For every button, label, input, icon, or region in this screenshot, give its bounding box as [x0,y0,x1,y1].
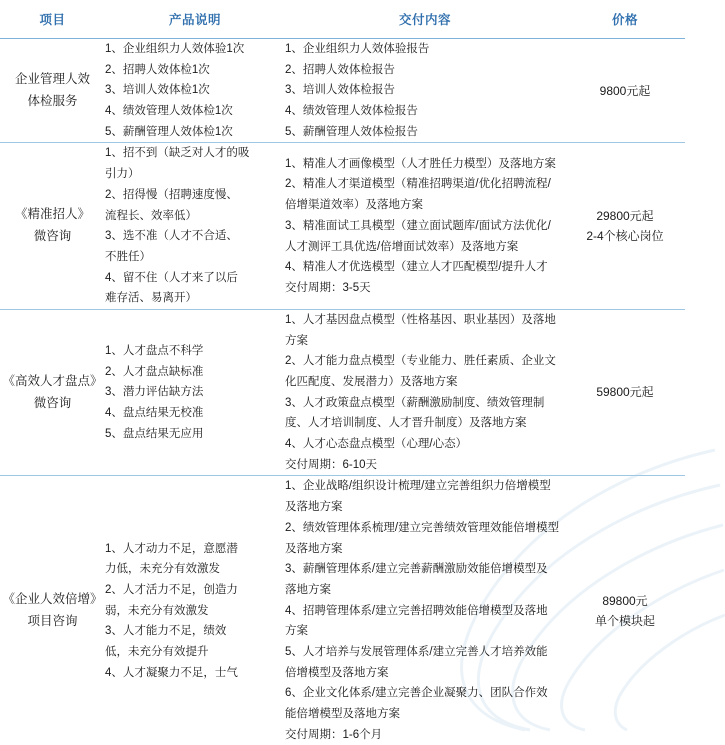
deliverable-line: 方案 [285,331,565,352]
description-line-group [105,143,285,309]
row-description [105,39,285,143]
deliverable-line: 4、招聘管理体系/建立完善招聘效能倍增模型及落地 [285,601,565,622]
price-sub: 单个模块起 [565,611,685,631]
table-body [0,39,685,745]
deliverable-line: 1、企业战略/组织设计梳理/建立完善组织力倍增模型 [285,476,565,497]
row-deliverables [285,39,565,143]
price-main: 9800元起 [565,81,685,101]
description-line: 3、选不准（人才不合适、 [105,226,285,247]
description-line: 难存活、易离开） [105,288,285,309]
description-line-group [105,539,285,684]
table-row [0,143,685,310]
deliverable-line: 3、培训人效体检报告 [285,80,565,101]
deliverable-line: 3、人才政策盘点模型（薪酬激励制度、绩效管理制 [285,393,565,414]
row-item-name [0,309,105,476]
item-line-group [0,204,105,248]
deliverable-line: 能倍增模型及落地方案 [285,704,565,725]
description-line-group [105,39,285,142]
column-header-item: 项目 [0,0,105,39]
description-line: 不胜任） [105,247,285,268]
table-row [0,476,685,745]
description-line: 低，未充分有效提升 [105,642,285,663]
row-price [565,309,685,476]
deliverable-line: 5、薪酬管理人效体检报告 [285,122,565,143]
description-line-group [105,341,285,444]
table-row [0,39,685,143]
deliverable-line: 4、绩效管理人效体检报告 [285,101,565,122]
deliverable-line: 4、人才心态盘点模型（心理/心态） [285,434,565,455]
description-line: 引力） [105,164,285,185]
deliverable-line: 倍增模型及落地方案 [285,663,565,684]
row-deliverables [285,143,565,310]
description-line: 5、薪酬管理人效体检1次 [105,122,285,143]
description-line: 1、人才盘点不科学 [105,341,285,362]
deliverable-line: 5、人才培养与发展管理体系/建立完善人才培养效能 [285,642,565,663]
deliverable-line: 3、精准面试工具模型（建立面试题库/面试方法优化/ [285,216,565,237]
item-line: 《企业人效倍增》 [0,589,105,611]
deliverable-line: 2、人才能力盘点模型（专业能力、胜任素质、企业文 [285,351,565,372]
deliverable-line: 化匹配度、发展潜力）及落地方案 [285,372,565,393]
deliverable-line: 2、绩效管理体系梳理/建立完善绩效管理效能倍增模型 [285,518,565,539]
description-line: 5、盘点结果无应用 [105,424,285,445]
deliverable-line: 1、企业组织力人效体验报告 [285,39,565,60]
description-line: 2、人才活力不足，创造力 [105,580,285,601]
description-line: 力低，未充分有效激发 [105,559,285,580]
deliverable-line: 2、招聘人效体检报告 [285,60,565,81]
column-header-deliverables: 交付内容 [285,0,565,39]
description-line: 弱，未充分有效激发 [105,601,285,622]
row-item-name [0,476,105,745]
column-header-description: 产品说明 [105,0,285,39]
deliverable-line: 1、精准人才画像模型（人才胜任力模型）及落地方案 [285,154,565,175]
row-description [105,309,285,476]
delivery-cycle: 交付周期：3-5天 [285,278,565,299]
description-line: 3、潜力评估缺方法 [105,382,285,403]
deliverable-line: 2、精准人才渠道模型（精准招聘渠道/优化招聘流程/ [285,174,565,195]
row-description [105,476,285,745]
row-deliverables [285,476,565,745]
deliverable-line: 及落地方案 [285,497,565,518]
deliverable-line: 4、精准人才优选模型（建立人才匹配模型/提升人才 [285,257,565,278]
price-main: 59800元起 [565,382,685,402]
row-price [565,476,685,745]
row-price [565,143,685,310]
deliverable-line: 3、薪酬管理体系/建立完善薪酬激励效能倍增模型及 [285,559,565,580]
row-item-name [0,39,105,143]
delivery-cycle: 交付周期：1-6个月 [285,725,565,745]
deliverable-line: 倍增渠道效率）及落地方案 [285,195,565,216]
row-price [565,39,685,143]
description-line: 1、企业组织力人效体验1次 [105,39,285,60]
description-line: 1、招不到（缺乏对人才的吸 [105,143,285,164]
description-line: 2、招聘人效体检1次 [105,60,285,81]
description-line: 1、人才动力不足，意愿潜 [105,539,285,560]
description-line: 2、人才盘点缺标准 [105,362,285,383]
deliverable-line: 人才测评工具优选/倍增面试效率）及落地方案 [285,237,565,258]
deliverable-line: 落地方案 [285,580,565,601]
deliverable-line: 方案 [285,621,565,642]
description-line: 2、招得慢（招聘速度慢、 [105,185,285,206]
table-header-row [0,0,685,39]
row-description [105,143,285,310]
item-line: 体检服务 [0,91,105,113]
item-line: 项目咨询 [0,611,105,633]
row-deliverables [285,309,565,476]
item-line: 企业管理人效 [0,69,105,91]
column-header-price: 价格 [565,0,685,39]
deliverable-line: 度、人才培训制度、人才晋升制度）及落地方案 [285,413,565,434]
description-line: 4、人才凝聚力不足，士气 [105,663,285,684]
deliverable-line: 6、企业文化体系/建立完善企业凝聚力、团队合作效 [285,683,565,704]
description-line: 4、盘点结果无校准 [105,403,285,424]
description-line: 流程长、效率低） [105,206,285,227]
price-sub: 2-4个核心岗位 [565,226,685,246]
item-line: 《高效人才盘点》 [0,371,105,393]
item-line-group [0,371,105,415]
deliverable-line-group [285,310,565,476]
description-line: 3、培训人效体检1次 [105,80,285,101]
row-item-name [0,143,105,310]
deliverable-line: 及落地方案 [285,539,565,560]
deliverable-line-group [285,154,565,299]
deliverable-line: 1、人才基因盘点模型（性格基因、职业基因）及落地 [285,310,565,331]
item-line: 微咨询 [0,226,105,248]
item-line: 《精准招人》 [0,204,105,226]
item-line-group [0,589,105,633]
description-line: 4、留不住（人才来了以后 [105,268,285,289]
table-row [0,309,685,476]
deliverable-line-group [285,39,565,142]
price-main: 89800元 [565,591,685,611]
delivery-cycle: 交付周期：6-10天 [285,455,565,476]
price-main: 29800元起 [565,206,685,226]
item-line: 微咨询 [0,393,105,415]
description-line: 4、绩效管理人效体检1次 [105,101,285,122]
deliverable-line-group [285,476,565,745]
item-line-group [0,69,105,113]
description-line: 3、人才能力不足，绩效 [105,621,285,642]
